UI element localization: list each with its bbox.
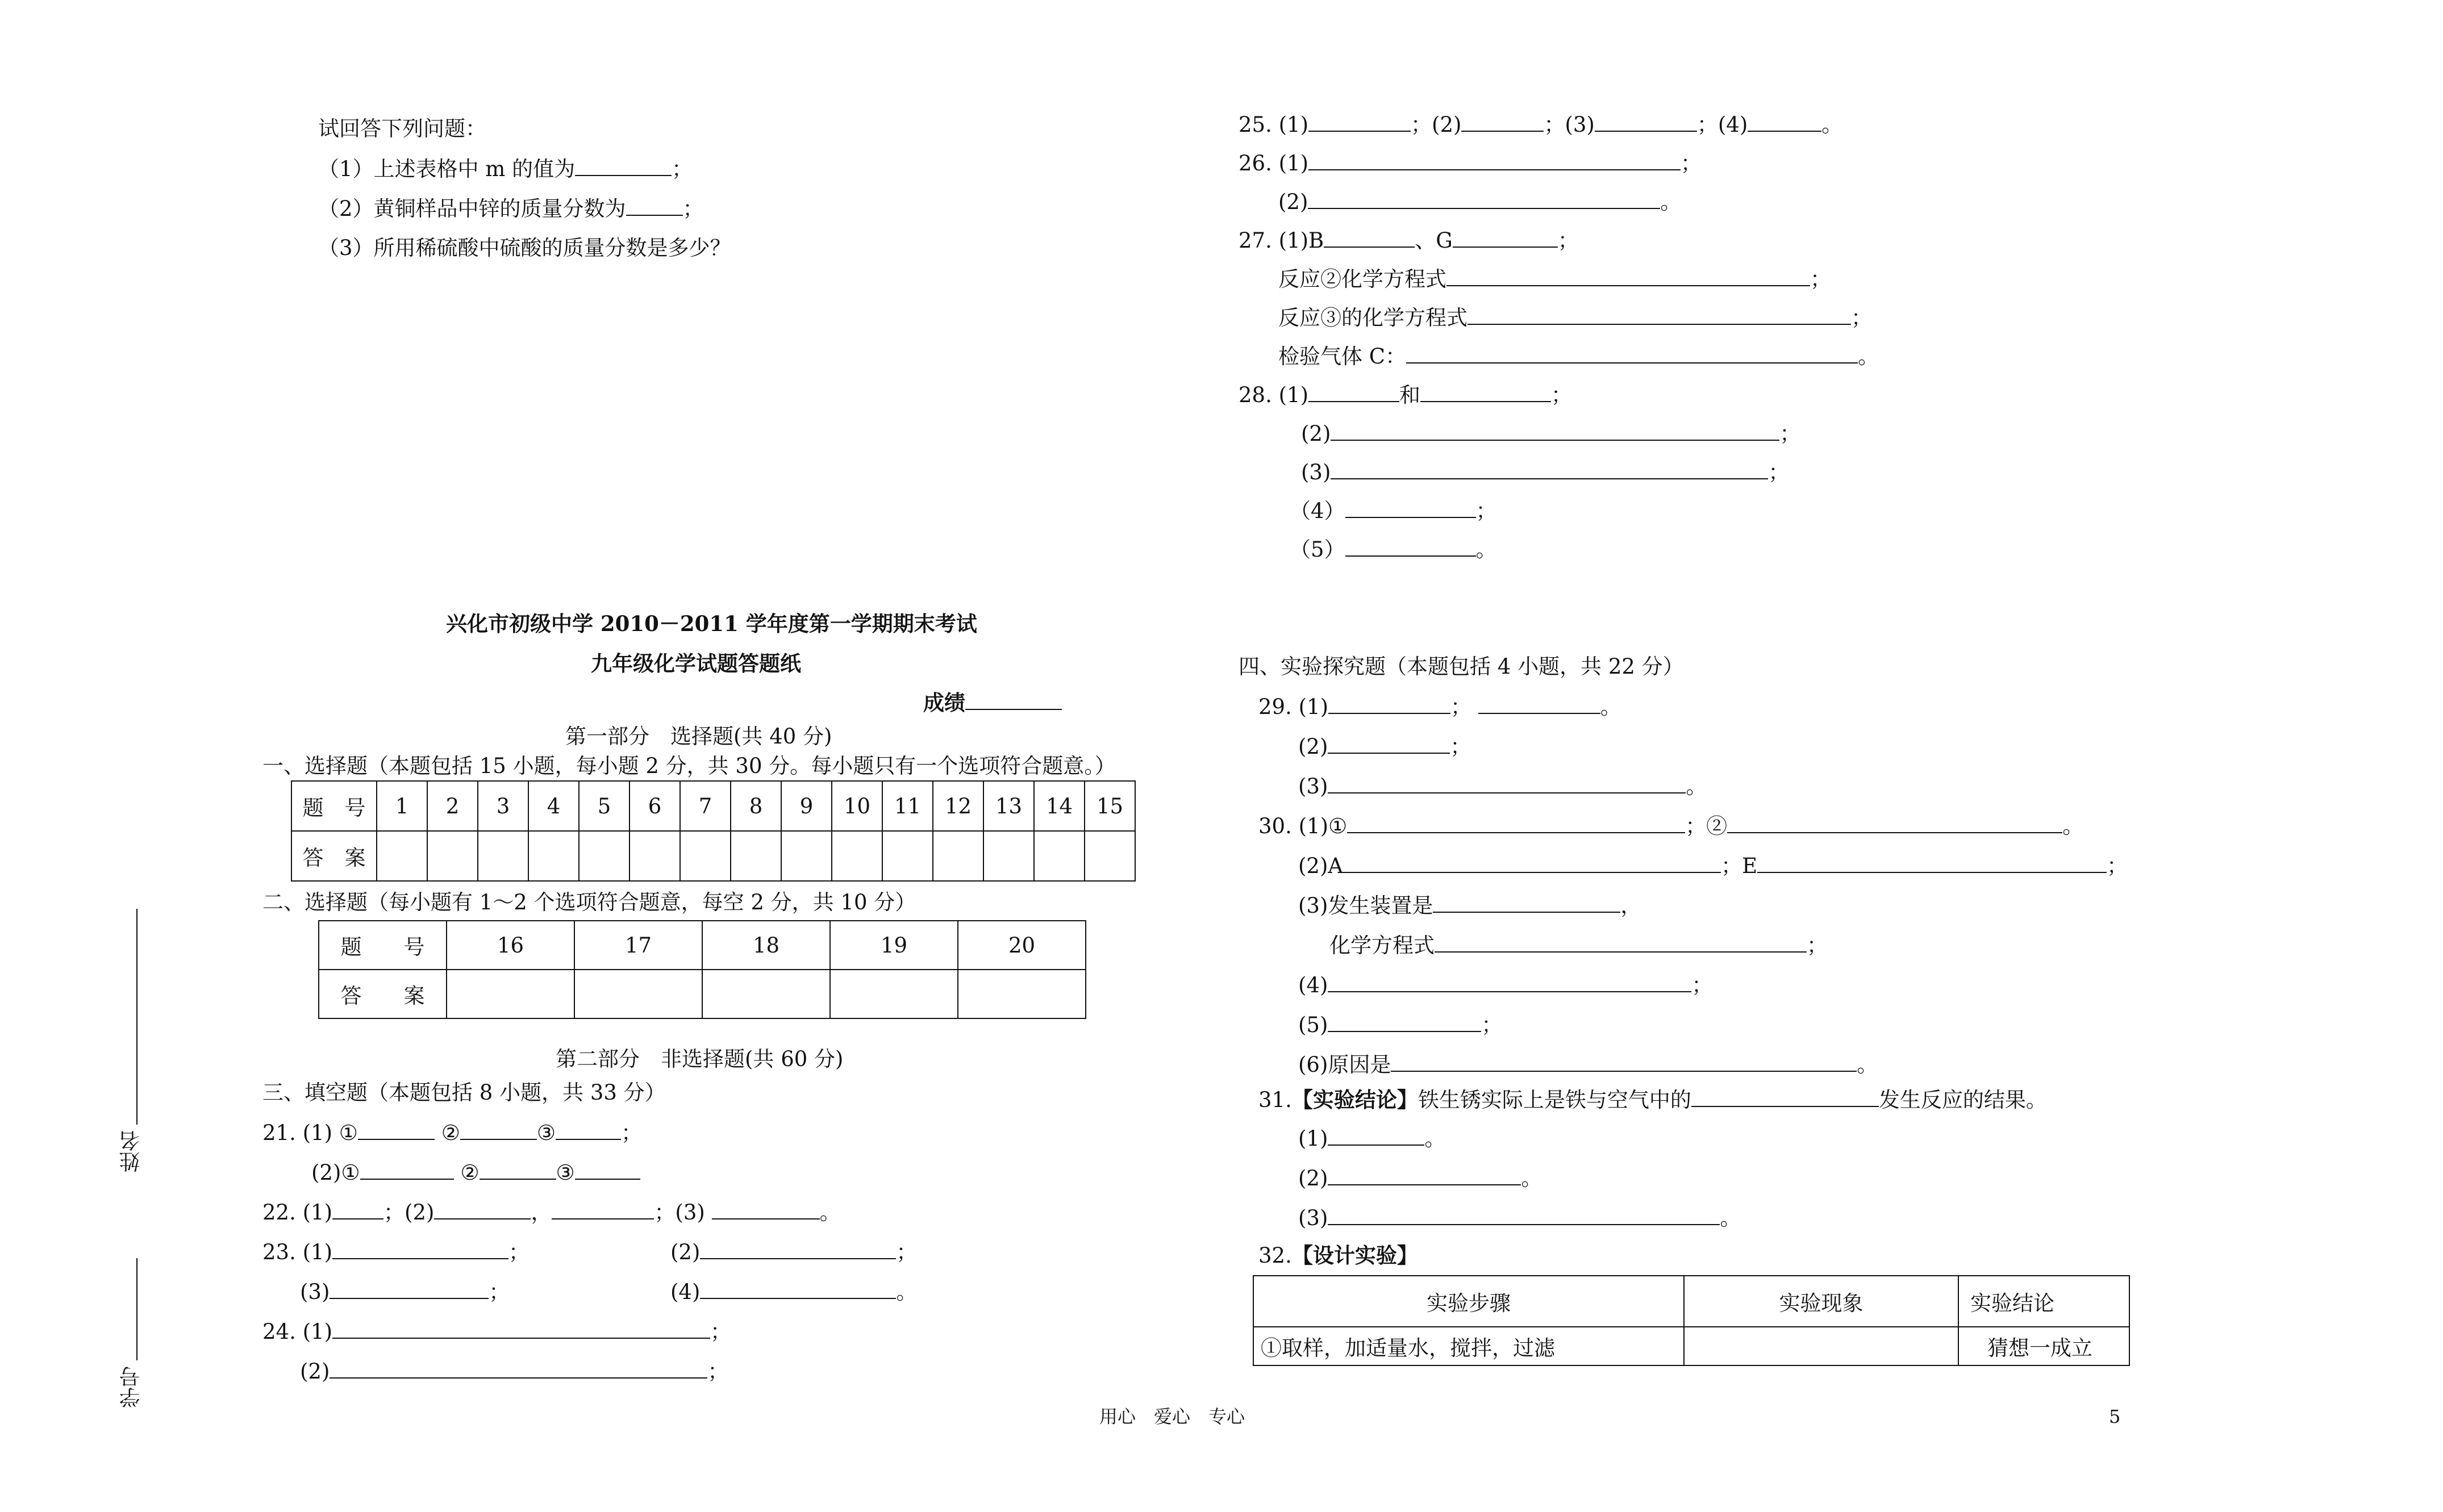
blank[interactable]	[1406, 345, 1858, 364]
q27-2: 反应②化学方程式 ；	[1278, 267, 1831, 291]
blank[interactable]	[1453, 229, 1558, 248]
answer-table-1	[291, 780, 1136, 882]
section2-heading: 二、选择题（每小题有 1～2 个选项符合题意，每空 2 分，共 10 分）	[262, 890, 916, 914]
question-acid-fraction: （3）所用稀硫酸中硫酸的质量分数是多少？	[318, 236, 731, 260]
table1-number: 6	[629, 781, 680, 831]
q31-3: (3) 。	[1298, 1206, 1741, 1230]
blank[interactable]	[1468, 307, 1851, 325]
table1-number: 2	[427, 781, 478, 831]
table2-number: 20	[958, 921, 1086, 970]
q29-2: (2) ；	[1298, 734, 1471, 759]
table2-row-label: 题 号	[319, 921, 447, 970]
table1-answer-cell[interactable]	[528, 831, 579, 881]
blank[interactable]	[332, 1321, 710, 1339]
blank[interactable]	[1308, 152, 1681, 170]
blank[interactable]	[1420, 384, 1551, 402]
experiment-design-table	[1253, 1275, 2130, 1366]
blank[interactable]	[1308, 191, 1660, 209]
intro-text: 试回答下列问题：	[318, 116, 486, 141]
blank[interactable]	[1757, 855, 2107, 873]
student-id-line[interactable]	[136, 1258, 137, 1360]
q23-3: (3) ；	[300, 1280, 510, 1304]
blank[interactable]	[460, 1122, 537, 1140]
q23-1: 23. (1) ；	[262, 1240, 530, 1264]
blank[interactable]	[360, 1162, 454, 1180]
blank[interactable]	[1331, 423, 1779, 441]
q24-2: (2) ；	[300, 1359, 729, 1384]
blank[interactable]	[332, 1201, 383, 1219]
blank[interactable]	[1347, 815, 1685, 833]
table2-answer-cell[interactable]	[958, 970, 1086, 1018]
blank[interactable]	[700, 1281, 896, 1299]
name-line[interactable]	[136, 909, 137, 1125]
q26-2: (2) 。	[1278, 190, 1682, 214]
col-phenomena-header: 实验现象	[1684, 1276, 1958, 1327]
table1-number: 13	[983, 781, 1034, 831]
section3-heading: 三、填空题（本题包括 8 小题，共 33 分）	[262, 1080, 666, 1105]
exam-subtitle: 九年级化学试题答题纸	[591, 651, 801, 676]
name-label: 姓名	[119, 1130, 144, 1172]
table1-answer-cell[interactable]	[882, 831, 933, 881]
q28-5: （5） 。	[1290, 537, 1497, 562]
table1-answer-cell[interactable]	[933, 831, 983, 881]
table1-answer-cell[interactable]	[731, 831, 781, 881]
q27-3: 反应③的化学方程式 ；	[1278, 306, 1872, 330]
answer-table-2	[318, 920, 1086, 1019]
blank[interactable]	[1328, 974, 1691, 992]
section4-heading: 四、实验探究题（本题包括 4 小题，共 22 分）	[1239, 654, 1684, 679]
col-conclusion-header: 实验结论	[1958, 1276, 2129, 1327]
blank[interactable]	[1461, 114, 1544, 132]
page-number: 5	[2109, 1406, 2121, 1427]
table1-answer-cell[interactable]	[1034, 831, 1085, 881]
table1-answer-cell[interactable]	[983, 831, 1034, 881]
table1-number: 4	[528, 781, 579, 831]
q29-1: 29. (1) ； 。	[1258, 695, 1621, 719]
q30-3: (3)发生装置是 ，	[1298, 893, 1642, 918]
question-zinc-fraction: （2）黄铜样品中锌的质量分数为 ；	[318, 197, 704, 221]
blank[interactable]	[1331, 461, 1768, 479]
blank[interactable]	[1328, 1167, 1521, 1185]
table1-answer-cell[interactable]	[680, 831, 731, 881]
q31-2: (2) 。	[1298, 1166, 1542, 1191]
table1-answer-cell[interactable]	[629, 831, 680, 881]
table1-number: 11	[882, 781, 933, 831]
blank[interactable]	[1748, 114, 1821, 132]
q23-4: (4) 。	[670, 1280, 918, 1304]
table1-answer-cell[interactable]	[427, 831, 478, 881]
conclusion-cell: 猜想一成立	[1958, 1327, 2129, 1365]
table2-number: 17	[574, 921, 702, 970]
table1-number: 8	[731, 781, 781, 831]
table1-number: 10	[832, 781, 882, 831]
blank[interactable]	[1433, 895, 1620, 913]
part1-heading: 第一部分 选择题(共 40 分)	[565, 724, 832, 749]
blank[interactable]	[1345, 500, 1476, 518]
table1-row-label: 题 号	[291, 781, 377, 831]
q25: 25. (1) ；(2) ；(3) ；(4) 。	[1239, 112, 1843, 137]
blank[interactable]	[1391, 1054, 1857, 1072]
blank[interactable]	[480, 1162, 556, 1180]
q21-line1: 21. (1) ① ② ③ ；	[262, 1121, 643, 1145]
table1-number: 7	[680, 781, 731, 831]
blank[interactable]	[1345, 538, 1476, 557]
blank[interactable]	[1727, 815, 2062, 833]
blank[interactable]	[434, 1201, 531, 1219]
table1-number: 12	[933, 781, 983, 831]
section1-heading: 一、选择题（本题包括 15 小题，每小题 2 分，共 30 分。每小题只有一个选项符合题意。）	[262, 754, 1116, 778]
q28-2: (2) ；	[1301, 421, 1801, 446]
blank[interactable]	[1691, 1089, 1879, 1107]
q28-3: (3) ；	[1301, 460, 1790, 484]
table1-answer-cell[interactable]	[781, 831, 832, 881]
blank[interactable]	[1328, 775, 1686, 793]
q30-equation: 化学方程式 ；	[1329, 933, 1828, 958]
table1-number: 3	[478, 781, 528, 831]
table1-number: 9	[781, 781, 832, 831]
phenomenon-cell[interactable]	[1684, 1327, 1958, 1365]
blank[interactable]	[556, 1122, 621, 1140]
q31-1: (1) 。	[1298, 1126, 1446, 1151]
score-field: 成绩	[923, 692, 1062, 713]
table2-answer-cell[interactable]	[702, 970, 830, 1018]
blank[interactable]	[1328, 1014, 1481, 1032]
q26-1: 26. (1) ；	[1239, 151, 1702, 176]
score-blank[interactable]	[965, 692, 1062, 710]
blank[interactable]	[1595, 114, 1697, 132]
table2-number: 16	[447, 921, 574, 970]
blank[interactable]	[1308, 384, 1399, 402]
q30-1: 30. (1)① ；② 。	[1258, 814, 2084, 838]
table1-answer-label: 答 案	[291, 831, 377, 881]
q29-3: (3) 。	[1298, 774, 1707, 799]
blank[interactable]	[712, 1201, 820, 1219]
blank[interactable]	[1328, 736, 1450, 754]
blank[interactable]	[1324, 229, 1415, 248]
q28-4: （4） ；	[1290, 499, 1497, 523]
q30-5: (5) ；	[1298, 1013, 1503, 1037]
table2-number: 18	[702, 921, 830, 970]
table1-answer-cell[interactable]	[579, 831, 629, 881]
table2-answer-label: 答 案	[319, 970, 447, 1018]
question-m-value: （1）上述表格中 m 的值为 ；	[318, 157, 693, 181]
part2-heading: 第二部分 非选择题(共 60 分)	[556, 1047, 844, 1071]
blank-m[interactable]	[575, 158, 672, 176]
q22: 22. (1) ；(2) ， ；(3) 。	[262, 1200, 841, 1225]
blank[interactable]	[1328, 1207, 1720, 1225]
q30-6: (6)原因是 。	[1298, 1052, 1878, 1077]
q24-1: 24. (1) ；	[262, 1319, 732, 1344]
table1-answer-cell[interactable]	[377, 831, 427, 881]
q28-1: 28. (1) 和 ；	[1239, 383, 1573, 407]
student-id-label: 学号	[119, 1366, 144, 1408]
blank[interactable]	[1308, 114, 1411, 132]
table1-number: 14	[1034, 781, 1085, 831]
table1-number: 5	[579, 781, 629, 831]
table2-answer-cell[interactable]	[447, 970, 574, 1018]
blank[interactable]	[552, 1201, 654, 1219]
step-cell: ①取样，加适量水，搅拌，过滤	[1253, 1327, 1684, 1365]
table1-answer-cell[interactable]	[478, 831, 528, 881]
blank[interactable]	[330, 1360, 707, 1379]
q21-line2: (2)① ② ③	[311, 1162, 640, 1183]
q32-heading: 32.【设计实验】	[1258, 1243, 1418, 1268]
table2-answer-cell[interactable]	[830, 970, 958, 1018]
table1-answer-cell[interactable]	[1085, 831, 1135, 881]
table1-number: 1	[377, 781, 427, 831]
blank[interactable]	[1478, 696, 1600, 714]
blank[interactable]	[1435, 934, 1807, 953]
blank[interactable]	[575, 1162, 640, 1180]
blank[interactable]	[1328, 696, 1450, 714]
footer-motto: 用心 爱心 专心	[1099, 1406, 1245, 1427]
exam-title: 兴化市初级中学 2010－2011 学年度第一学期期末考试	[446, 611, 977, 636]
q23-2: (2) ；	[670, 1240, 918, 1264]
q30-2: (2)A ；E ；	[1298, 854, 2128, 878]
blank[interactable]	[700, 1241, 896, 1259]
blank[interactable]	[1446, 268, 1810, 286]
blank[interactable]	[1343, 855, 1721, 873]
table2-number: 19	[830, 921, 958, 970]
blank-zinc[interactable]	[626, 198, 683, 216]
blank[interactable]	[332, 1241, 508, 1259]
table1-answer-cell[interactable]	[832, 831, 882, 881]
table1-number: 15	[1085, 781, 1135, 831]
q30-4: (4) ；	[1298, 973, 1713, 997]
blank[interactable]	[1328, 1127, 1424, 1146]
blank[interactable]	[330, 1281, 489, 1299]
q27-4: 检验气体 C： 。	[1278, 344, 1879, 369]
q31-conclusion: 31.【实验结论】铁生锈实际上是铁与空气中的 发生反应的结果。	[1258, 1087, 2047, 1112]
q27-1: 27. (1)B 、G ；	[1239, 228, 1579, 253]
table2-answer-cell[interactable]	[574, 970, 702, 1018]
col-steps-header: 实验步骤	[1253, 1276, 1684, 1327]
blank[interactable]	[358, 1122, 435, 1140]
